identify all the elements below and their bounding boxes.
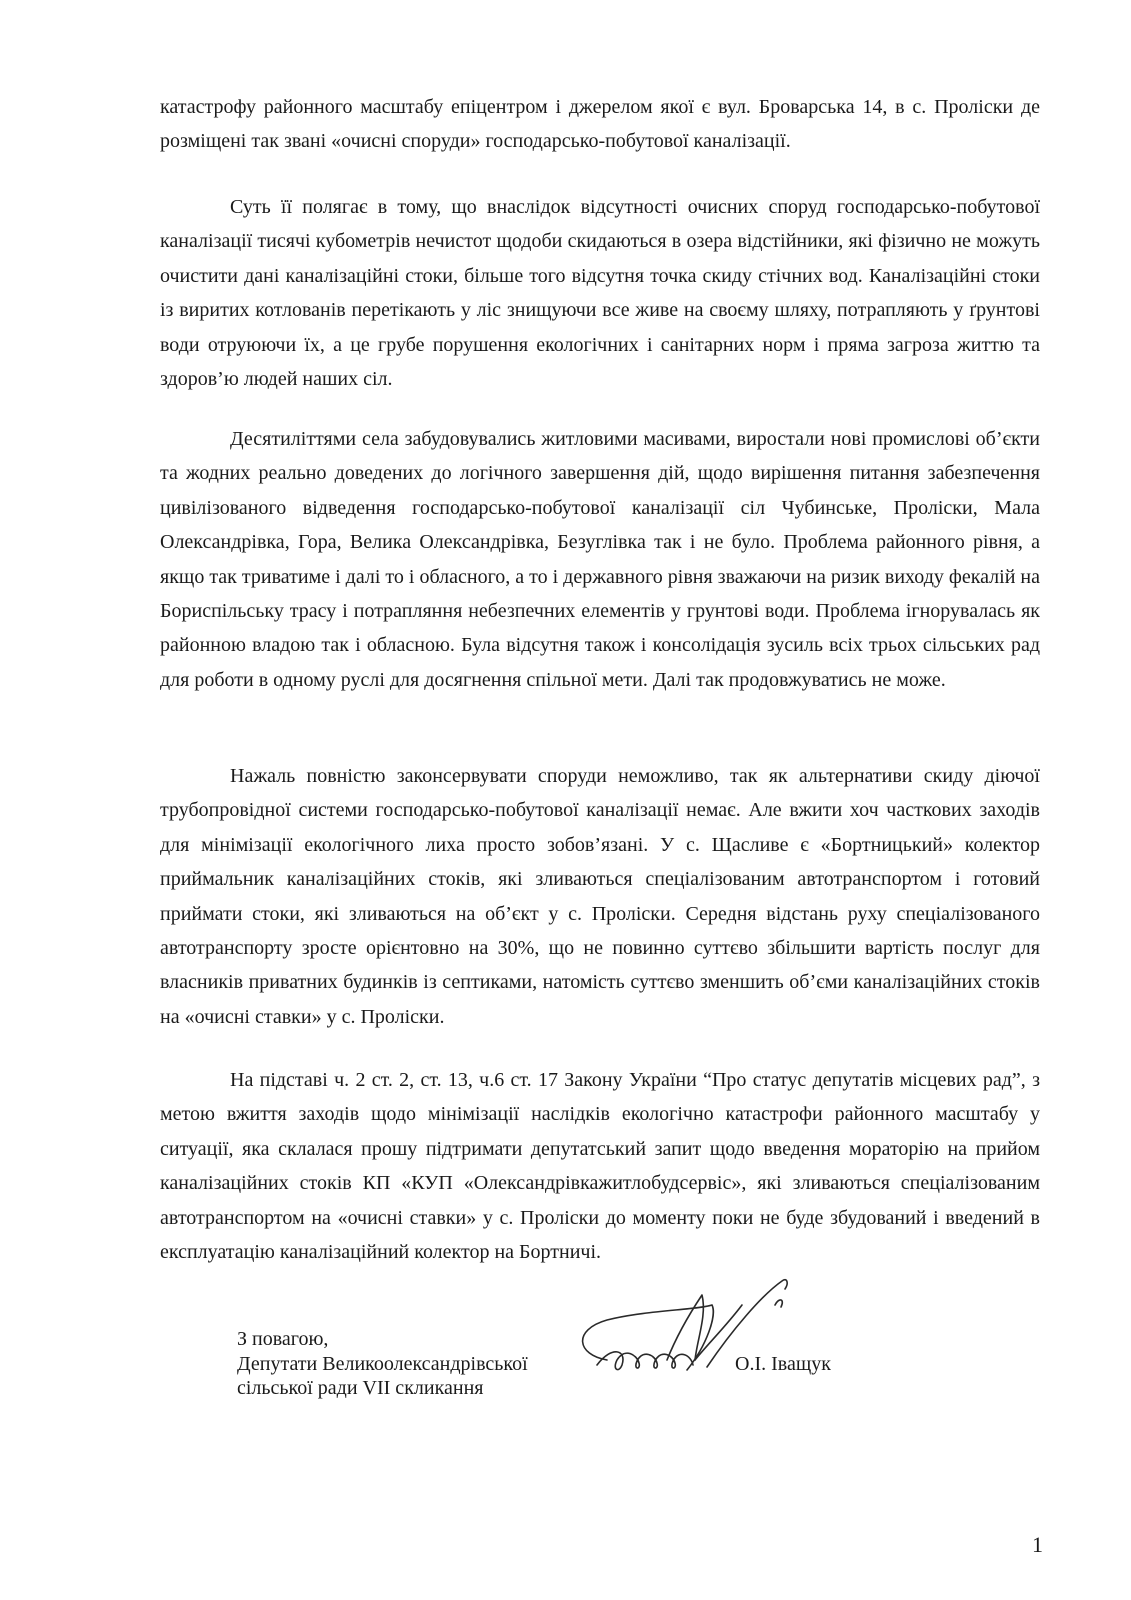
paragraph-history: Десятиліттями села забудовувались житловими масивами, виростали нові промислові об’єкти та жодних реально доведених до логічного завершення дій, щодо вирішення питання забезпечення цивілізованого відведення господарсько-побутової каналізації сіл Чубинське, Пролiски, Мала Олександрівка, Гора, Велика Олександрівка, Безуглівка так і не було. Проблема районного рівня, а якщо так триватиме і далі то і обласного, а то і державного рівня зважаючи на ризик виходу фекалій на Бориспільську трасу і потрапляння небезпечних елементів у грунтові води. Проблема ігнорувалась як районною владою так і обласною. Була відсутня також і консолідація зусиль всіх трьох сільських рад для роботи в одному руслі для досягнення спільної мети. Далі так продовжуватись не може. [160,428,1040,691]
paragraph-request: На підставі ч. 2 ст. 2, ст. 13, ч.6 ст. 17 Закону України “Про статус депутатів місцевих рад”, з метою вжиття заходів щодо мінімізації наслідків екологічно катастрофи районного масштабу у ситуації, яка склалася прошу підтримати депутатський запит щодо введення мораторію на прийом каналізаційних стоків КП «КУП «Олександрівкажитлобудсервіс», які зливаються спеціалізованим автотранспортом на «очисні ставки» у с. Пролiски до моменту поки не буде збудований і введений в експлуатацію каналізаційний колектор на Бортничі. [160,1069,1040,1264]
closing-greeting: З повагою, [237,1328,329,1350]
page-number: 1 [1032,1532,1043,1557]
closing-line-deputies: Депутати Великоолександрівської [237,1352,528,1375]
paragraph-continuation: катастрофу районного масштабу епіцентром і джерелом якої є вул. Броварська 14, в с. Пролiски де розміщені так звані «очисні споруди» господарсько-побутової каналізації. [160,96,1040,153]
paragraph-proposal: Нажаль повністю законсервувати споруди неможливо, так як альтернативи скиду діючої трубопровідної системи господарсько-побутової каналізації немає. Але вжити хоч часткових заходів для мінімізації екологічного лиха просто зобов’язані. У с. Щасливе є «Бортницький» колектор приймальник каналізаційних стоків, які зливаються спеціалізованим автотранспортом і готовий приймати стоки, які зливаються на об’єкт у с. Пролiски. Середня відстань руху спеціалізованого автотранспорту зросте орієнтовно на 30%, що не повинно суттєво збільшити вартість послуг для власників приватних будинків із септиками, натомість суттєво зменшить об’єми каналізаційних стоків на «очисні ставки» у с. Пролiски. [160,765,1040,1028]
signer-name: О.І. Іващук [735,1353,831,1375]
closing-line-council: сільської ради VII скликання [237,1377,484,1399]
handwritten-signature [567,1275,807,1405]
closing-block [237,1327,528,1401]
paragraph-problem-description: Суть її полягає в тому, що внаслідок відсутності очисних споруд господарсько-побутової каналізації тисячі кубометрів нечистот щодоби скидаються в озера відстійники, які фізично не можуть очистити дані каналізаційні стоки, більше того відсутня точка скиду стічних вод. Каналізаційні стоки із виритих котлованів перетікають у ліс знищуючи все живе на своєму шляху, потрапляють у ґрунтові води отруюючи їх, а це грубе порушення екологічних і санітарних норм і пряма загроза життю та здоров’ю людей наших сіл. [160,196,1040,391]
